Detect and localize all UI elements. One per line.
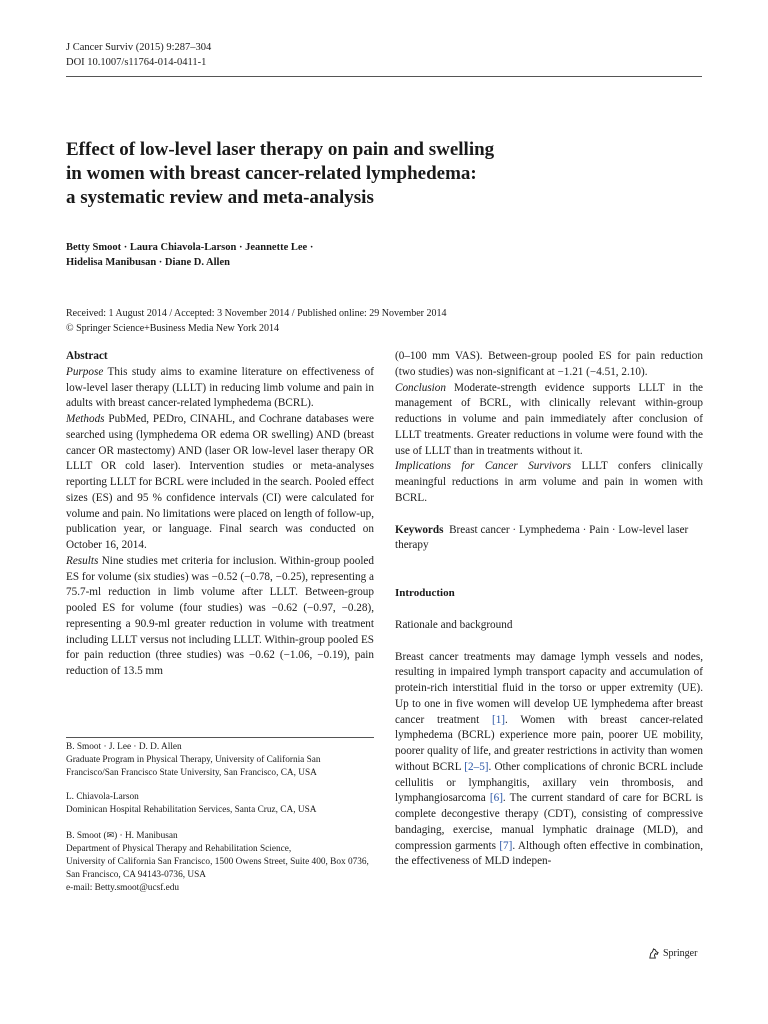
right-column <box>395 349 703 870</box>
citation-link[interactable]: [2–5] <box>464 760 489 773</box>
author-list <box>66 240 396 270</box>
authors-line-2: Hidelisa Manibusan · Diane D. Allen <box>66 257 230 268</box>
affiliation-2: L. Chiavola-Larson Dominican Hospital Rehabilitation Services, Santa Cruz, CA, USA <box>66 792 317 815</box>
keywords: Keywords Breast cancer · Lymphedema · Pain · Low-level laser therapy <box>395 523 689 552</box>
abstract-purpose: Purpose This study aims to examine literature on effectiveness of low-level laser therapy (LLLT) in reducing limb volume and pain in adults with breast cancer-related lymphedema (BCRL). <box>66 365 374 410</box>
abstract-results-continued: (0–100 mm VAS). Between-group pooled ES for pain reduction (two studies) was non-significant at −1.21 (−4.51, 2.10). <box>395 350 703 378</box>
affiliation-rule <box>66 737 374 738</box>
envelope-icon: ✉ <box>106 830 115 840</box>
publication-dates <box>66 306 447 336</box>
citation-link[interactable]: [1] <box>491 713 506 726</box>
publisher-footer <box>648 948 697 959</box>
header-rule <box>66 76 702 77</box>
article-title <box>66 138 626 210</box>
abstract-heading: Abstract <box>66 350 108 362</box>
journal-citation: J Cancer Surviv (2015) 9:287–304 <box>66 42 212 53</box>
journal-header <box>66 40 211 70</box>
abstract-results: Results Nine studies met criteria for inclusion. Within-group pooled ES for volume (six studies) was −0.52 (−0.78, −0.25), representing a 75.7-ml reduction in limb volume after LLLT. Between-group pooled ES for volume (four studies) was −0.62 (−0.97, −0.28), representing a 90.9-ml greater reduction in volume with treatment including LLLT versus not including LLLT. Within-group pooled ES for pain reduction (three studies) was −0.62 (−1.06, −0.19), pain reduction of 13.5 mm <box>66 554 374 677</box>
introduction-heading: Introduction <box>395 587 455 599</box>
copyright-line: © Springer Science+Business Media New York 2014 <box>66 323 279 334</box>
citation-link[interactable]: [6] <box>489 792 503 805</box>
abstract-methods: Methods PubMed, PEDro, CINAHL, and Cochrane databases were searched using (lymphedema OR edema OR swelling) AND (breast cancer OR mastectomy) AND (laser OR low-level laser therapy OR LLLT OR cold laser). Intervention studies or meta-analyses reporting LLLT for BCRL were included in the search. Pooled effect sizes (ES) and 95 % confidence intervals (CI) were calculated for volume and pain. No limitations were placed on length of follow-up, publication year, or language. Final search was conducted on October 16, 2014. <box>66 413 375 551</box>
received-dates: Received: 1 August 2014 / Accepted: 3 November 2014 / Published online: 29 November 2014 <box>66 308 447 319</box>
left-column <box>66 349 374 680</box>
abstract-implications: Implications for Cancer Survivors LLLT confers clinically meaningful reductions in arm volume and pain in women with BCRL. <box>395 460 703 504</box>
introduction-paragraph: Breast cancer treatments may damage lymph vessels and nodes, resulting in impaired lymph transport capacity and accumulation of protein-rich interstitial fluid in the torso or upper extremity (UE). Up to one in five women will develop UE lymphedema after breast cancer treatment [1]. Women with breast cancer-related lymphedema (BCRL) experience more pain, poorer UE mobility, poorer quality of life, and greater restrictions in activity than women without BCRL [2–5]. Other complications of chronic BCRL include cellulitis or lymphangitis, axillary vein thrombosis, and lymphangiosarcoma [6]. The current standard of care for BCRL is complete decongestive therapy (CDT), consisting of compressive bandaging, exercise, manual lymphatic drainage (MLD), and compression garments [7]. Although often effective in combination, the effectiveness of MLD indepen- <box>395 650 704 868</box>
affiliation-3: B. Smoot (✉) · H. Manibusan Department of Physical Therapy and Rehabilitation Science, University of California San Francisco, 1500 Owens Street, Suite 400, Box 0736, San Francisco, CA 94143-0736, USA e-mail: Betty.smoot@ucsf.edu <box>66 829 374 895</box>
title-line-3: a systematic review and meta-analysis <box>66 187 374 208</box>
affiliation-1: B. Smoot · J. Lee · D. D. Allen Graduate Program in Physical Therapy, University of California San Francisco/San Francisco State University, San Francisco, CA, USA <box>66 742 321 778</box>
rationale-subheading: Rationale and background <box>395 618 513 631</box>
springer-horse-icon <box>648 948 659 959</box>
citation-link[interactable]: [7] <box>499 839 513 852</box>
authors-line-1: Betty Smoot · Laura Chiavola-Larson · Jeannette Lee · <box>66 242 314 253</box>
publisher-name: Springer <box>663 948 698 959</box>
journal-doi: DOI 10.1007/s11764-014-0411-1 <box>66 57 207 68</box>
title-line-1: Effect of low-level laser therapy on pain and swelling <box>66 139 495 160</box>
email-link[interactable]: e-mail: Betty.smoot@ucsf.edu <box>66 883 180 893</box>
abstract-conclusion: Conclusion Moderate-strength evidence supports LLLT in the management of BCRL, with clinically relevant within-group reductions in volume and pain immediately after conclusion of LLLT treatments. Greater reductions in volume were found with the use of LLLT than in treatments without it. <box>395 381 703 457</box>
title-line-2: in women with breast cancer-related lymphedema: <box>66 163 477 184</box>
